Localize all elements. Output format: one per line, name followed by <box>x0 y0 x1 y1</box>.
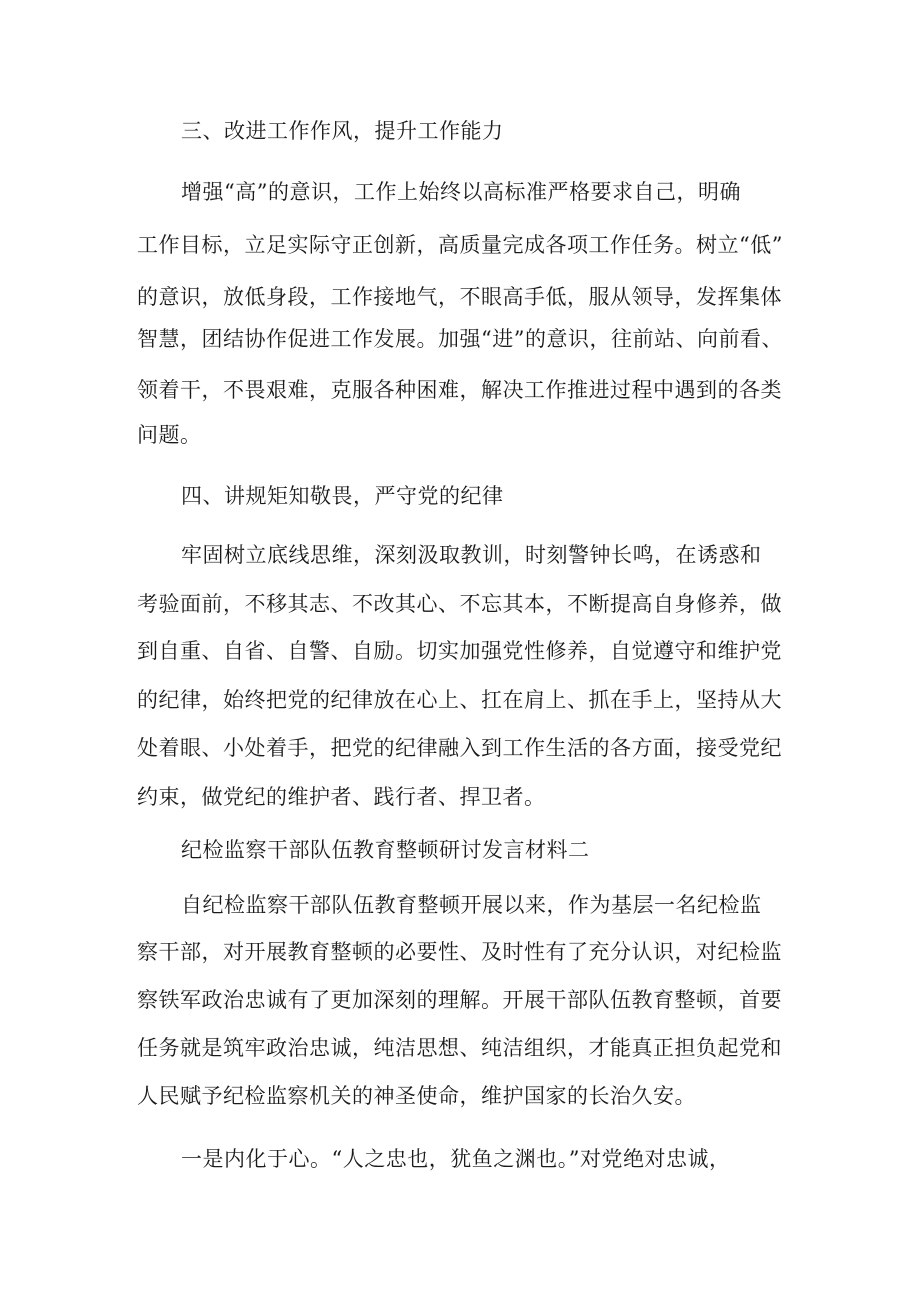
paragraph-line: 自纪检监察干部队伍教育整顿开展以来，作为基层一名纪检监 <box>181 893 762 917</box>
paragraph-line: 问题。 <box>137 423 202 447</box>
paragraph-line: 人民赋予纪检监察机关的神圣使命，维护国家的长治久安。 <box>137 1084 696 1108</box>
paragraph-line: 增强“高”的意识，工作上始终以高标准严格要求自己，明确 <box>181 180 741 204</box>
paragraph-line: 牢固树立底线思维，深刻汲取教训，时刻警钟长鸣，在诱惑和 <box>181 543 762 567</box>
paragraph-line: 一是内化于心。“人之忠也，犹鱼之渊也。”对党绝对忠诚， <box>181 1147 731 1171</box>
document-title: 纪检监察干部队伍教育整顿研讨发言材料二 <box>181 838 590 862</box>
paragraph-line: 工作目标，立足实际守正创新，高质量完成各项工作任务。树立“低” <box>137 233 783 257</box>
paragraph-line: 考验面前，不移其志、不改其心、不忘其本，不断提高自身修养，做 <box>137 592 782 616</box>
section-heading-3: 三、改进工作作风，提升工作能力 <box>181 119 504 143</box>
paragraph-line: 的意识，放低身段，工作接地气，不眼高手低，服从领导，发挥集体 <box>137 285 782 309</box>
paragraph-line: 任务就是筑牢政治忠诚，纯洁思想、纯洁组织，才能真正担负起党和 <box>137 1036 782 1060</box>
section-heading-4: 四、讲规矩知敬畏，严守党的纪律 <box>181 484 504 508</box>
paragraph-line: 处着眼、小处着手，把党的纪律融入到工作生活的各方面，接受党纪 <box>137 736 782 760</box>
paragraph-line: 智慧，团结协作促进工作发展。加强“进”的意识，往前站、向前看、 <box>137 327 783 351</box>
paragraph-line: 到自重、自省、自警、自励。切实加强党性修养，自觉遵守和维护党 <box>137 639 782 663</box>
paragraph-line: 察铁军政治忠诚有了更加深刻的理解。开展干部队伍教育整顿，首要 <box>137 988 782 1012</box>
paragraph-line: 察干部，对开展教育整顿的必要性、及时性有了充分认识，对纪检监 <box>137 940 782 964</box>
paragraph-line: 的纪律，始终把党的纪律放在心上、扛在肩上、抓在手上，坚持从大 <box>137 688 782 712</box>
paragraph-line: 约束，做党纪的维护者、践行者、捍卫者。 <box>137 785 546 809</box>
paragraph-line: 领着干，不畏艰难，克服各种困难，解决工作推进过程中遇到的各类 <box>137 378 782 402</box>
